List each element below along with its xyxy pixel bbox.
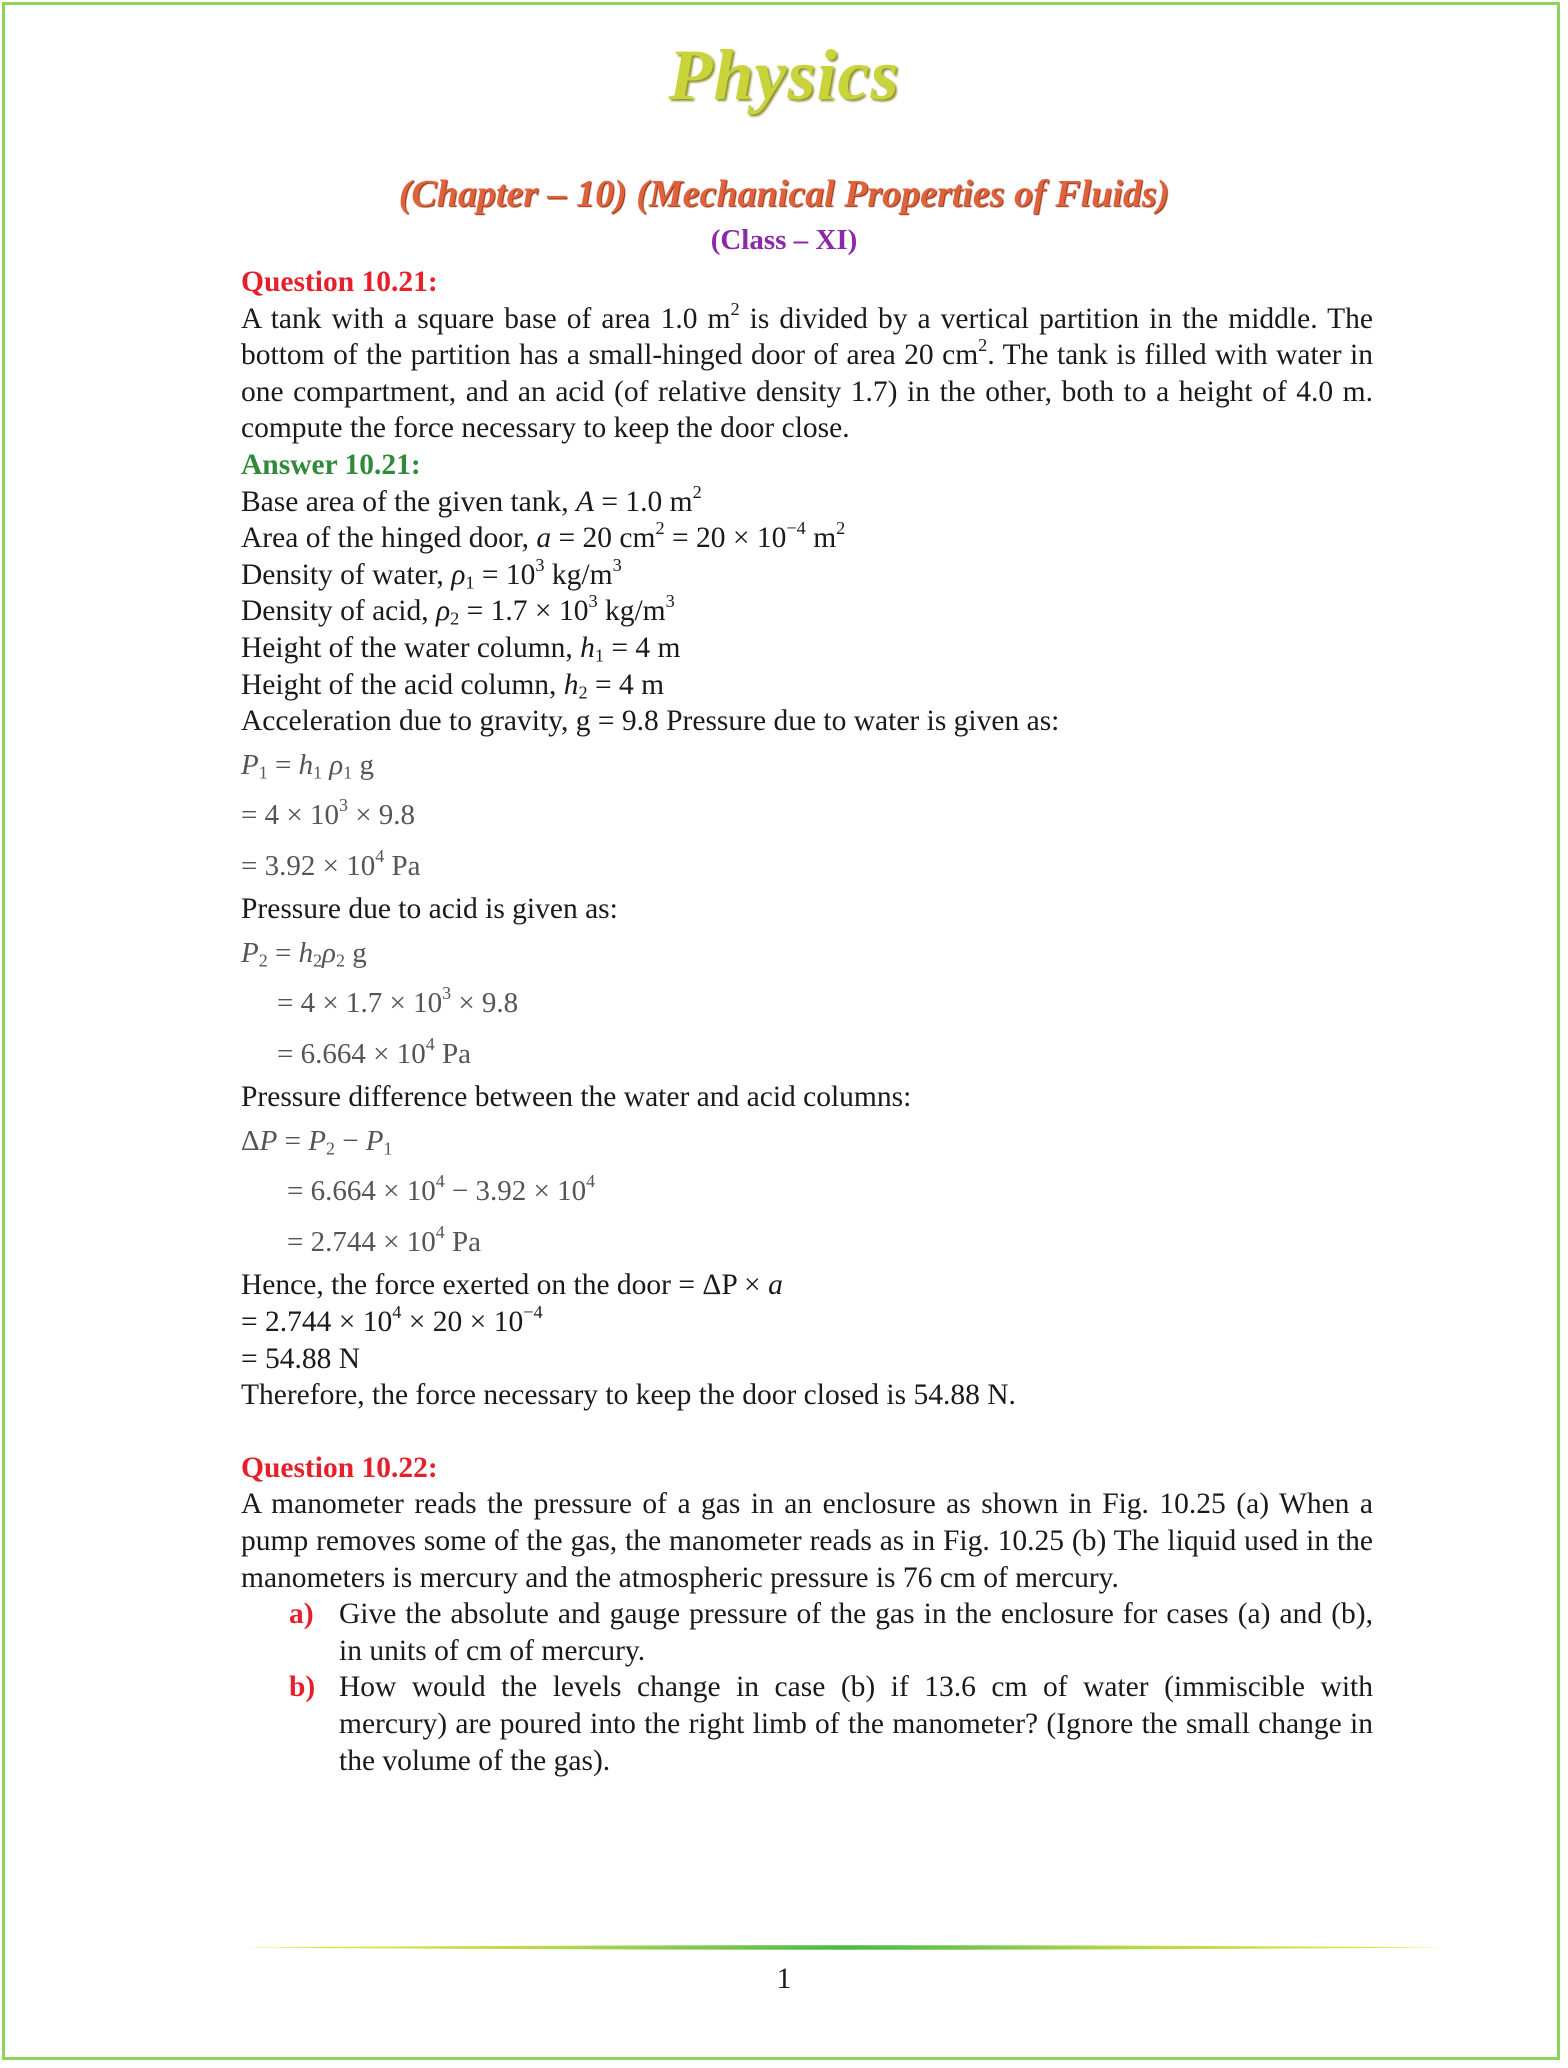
page-number: 1: [776, 1962, 792, 1995]
equation-p2-substitution: = $4 \times 1.7 \times 10^3 \times 9.8$: [277, 983, 519, 1020]
given-height-water: Height of the water column, $h_1 = 4$ m: [241, 631, 681, 666]
gravity-line: Acceleration due to gravity, g = 9.8 Pressure due to water is given as:: [241, 705, 1060, 738]
question-heading: Question 10.21:: [241, 266, 438, 298]
equation-p2-formula: $P_2 = h_2\rho_2$ g: [241, 936, 367, 971]
list-marker: b): [289, 1671, 316, 1704]
list-item: [289, 1596, 1373, 1669]
page-content: [241, 264, 1373, 1779]
chapter-title: (Chapter – 10) (Mechanical Properties of Fluids): [398, 173, 1170, 215]
equation-dp-formula: $\Delta P = P_2 - P_1$: [241, 1124, 393, 1159]
list-item: [289, 1669, 1373, 1779]
given-density-water: Density of water, $\rho_1 = 10^3$ $kg/m^3$: [241, 554, 622, 593]
force-result: = 54.88 N: [241, 1342, 361, 1375]
question-heading-22: Question 10.22:: [241, 1451, 438, 1484]
equation-p2-result: = $6.664 \times 10^4$ Pa: [277, 1033, 471, 1070]
class-label: (Class – XI): [710, 224, 858, 256]
question-22-parts: [289, 1596, 1373, 1779]
answer-heading: Answer 10.21:: [241, 448, 421, 481]
equation-p1-substitution: = $4 \times 10^3 \times 9.8$: [241, 795, 416, 832]
given-density-acid: Density of acid, $\rho_2 = 1.7 \times 10^3$ $kg/m^3$: [241, 591, 675, 629]
equation-dp-substitution: = $6.664 \times 10^4 - 3.92 \times 10^4$: [287, 1171, 596, 1208]
force-line: Hence, the force exerted on the door = ΔP × a: [241, 1269, 783, 1302]
list-marker: a): [289, 1598, 314, 1631]
pressure-difference-intro: Pressure difference between the water and acid columns:: [241, 1081, 912, 1114]
given-height-acid: Height of the acid column, $h_2 = 4$ m: [241, 668, 665, 703]
question-22-text: A manometer reads the pressure of a gas in an enclosure as shown in Fig. 10.25 (a) When a pump removes some of the gas, the manometer reads as in Fig. 10.25 (b) The liquid used in the manometers is mercury and the atmospheric pressure is 76 cm of mercury.: [241, 1488, 1373, 1594]
given-base-area: Base area of the given tank, A = 1.0 $m^2$: [241, 481, 702, 518]
footer-divider: [245, 1943, 1445, 1952]
equation-dp-result: = $2.744 \times 10^4$ Pa: [287, 1221, 481, 1258]
subject-title: Physics: [668, 35, 900, 115]
list-text: How would the levels change in case (b) if 13.6 cm of water (immiscible with mercury) are poured into the right limb of the manometer? (Ignore the small change in the volume of the gas).: [339, 1671, 1373, 1777]
question-text: A tank with a square base of area 1.0 $m^2$ is divided by a vertical partition in the middle. The bottom of the partition has a small-hinged door of area 20 $cm^2$. The tank is filled with water in one compartment, and an acid (of relative density 1.7) in the other, both to a height of 4.0 m. compute the force necessary to keep the door close.: [241, 298, 1373, 445]
acid-pressure-intro: Pressure due to acid is given as:: [241, 893, 618, 926]
equation-p1-formula: $P_1 = h_1$ $\rho_1$ g: [241, 748, 374, 783]
answer-conclusion: Therefore, the force necessary to keep the door closed is 54.88 N.: [241, 1379, 1016, 1412]
given-door-area: Area of the hinged door, a = 20 $cm^2 = 20 \times 10^{-4}$ $m^2$: [241, 518, 846, 555]
list-text: Give the absolute and gauge pressure of the gas in the enclosure for cases (a) and (b), in units of cm of mercury.: [339, 1598, 1373, 1667]
equation-p1-result: = $3.92 \times 10^4$ Pa: [241, 845, 421, 882]
force-calculation: = $2.744 \times 10^4 \times 20 \times 10^{-4}$: [241, 1301, 543, 1338]
